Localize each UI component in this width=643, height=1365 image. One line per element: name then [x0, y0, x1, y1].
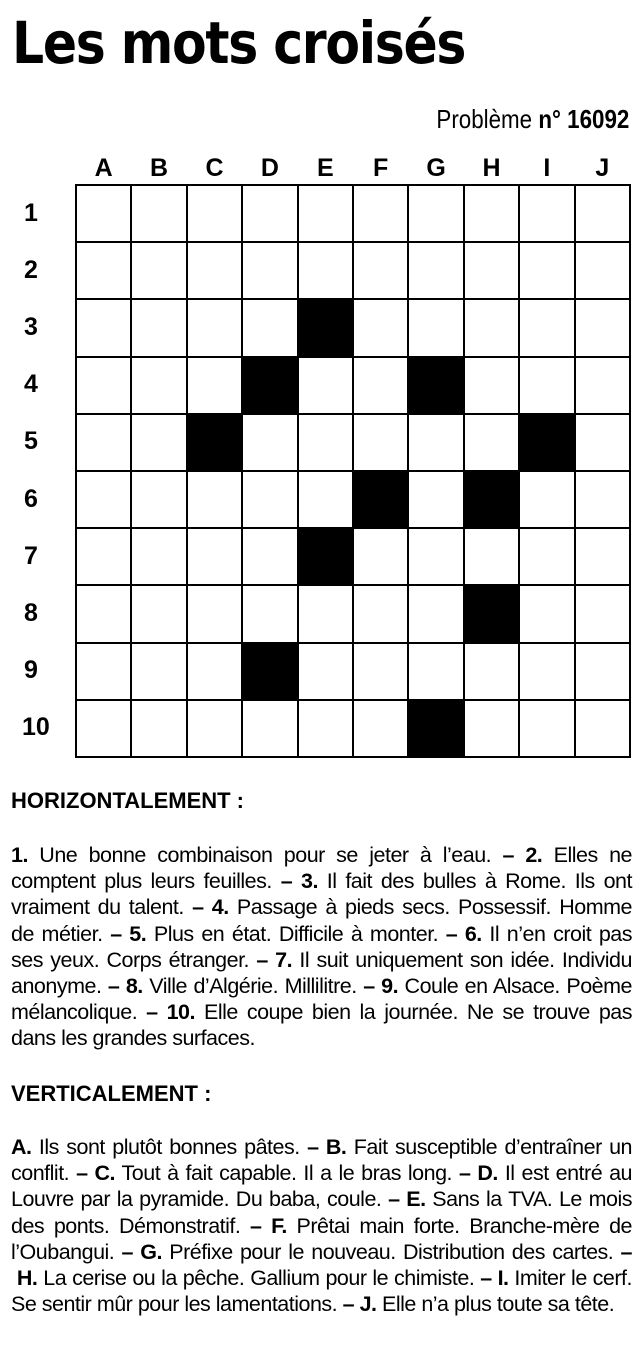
vertical-clue-number: A. — [11, 1135, 32, 1159]
horizontal-clue-number: – 4. — [192, 895, 229, 920]
column-header-f: F — [373, 154, 389, 182]
grid-cell-g3[interactable] — [409, 300, 462, 355]
grid-cell-i2[interactable] — [520, 243, 573, 298]
horizontal-clue-5 — [110, 922, 446, 946]
grid-cell-d5[interactable] — [243, 415, 296, 470]
grid-cell-b2[interactable] — [132, 243, 185, 298]
grid-cell-c3[interactable] — [188, 300, 241, 355]
grid-cell-e9[interactable] — [299, 644, 352, 699]
grid-cell-j3[interactable] — [576, 300, 629, 355]
grid-cell-f1[interactable] — [354, 186, 407, 241]
horizontal-clue-number: – 3. — [280, 869, 318, 894]
column-header-d: D — [260, 154, 279, 182]
grid-cell-e2[interactable] — [299, 243, 352, 298]
grid-cell-f2[interactable] — [354, 243, 407, 298]
grid-cell-i4[interactable] — [520, 358, 573, 413]
grid-cell-e8[interactable] — [299, 586, 352, 641]
vertical-clue-3 — [76, 1161, 459, 1185]
grid-cell-c8[interactable] — [188, 586, 241, 641]
grid-cell-e4[interactable] — [299, 358, 352, 413]
grid-cell-h10[interactable] — [465, 701, 518, 756]
grid-cell-i1[interactable] — [520, 186, 573, 241]
grid-cell-a8[interactable] — [77, 586, 130, 641]
row-header-10: 10 — [22, 713, 50, 742]
grid-cell-a4[interactable] — [77, 358, 130, 413]
vertical-clue-text: Prêtai main forte. Branche-mère de l’Oubangui. — [11, 1213, 633, 1264]
vertical-clue-number: – H. — [11, 1239, 632, 1291]
grid-cell-j1[interactable] — [576, 186, 629, 241]
horizontal-clue-text: Passage à pieds secs. Possessif. Homme de métier. — [11, 895, 632, 946]
grid-cell-a2[interactable] — [77, 243, 130, 298]
grid-cell-d1[interactable] — [243, 186, 296, 241]
column-header-g: G — [426, 154, 446, 182]
black-cell-i5 — [520, 415, 573, 470]
vertical-clue-1 — [11, 1135, 307, 1159]
horizontal-clue-text: Elle coupe bien la journée. Ne se trouve pas dans les grandes surfaces. — [11, 1000, 632, 1051]
grid-cell-j4[interactable] — [576, 358, 629, 413]
black-cell-g10 — [409, 701, 462, 756]
vertical-clue-text: Tout à fait capable. Il a le bras long. — [115, 1161, 459, 1186]
column-header-h: H — [482, 154, 501, 182]
row-header-5: 5 — [24, 427, 38, 456]
grid-cell-b7[interactable] — [132, 529, 185, 584]
horizontal-clue-number: – 10. — [146, 1000, 195, 1025]
grid-cell-h5[interactable] — [465, 415, 518, 470]
vertical-clue-text: Imiter le cerf. Se sentir mûr pour les lamentations. — [11, 1266, 632, 1317]
grid-cell-e10[interactable] — [299, 701, 352, 756]
grid-cell-c9[interactable] — [188, 644, 241, 699]
grid-cell-j9[interactable] — [576, 644, 629, 699]
horizontal-clue-8 — [108, 974, 363, 998]
grid-cell-a9[interactable] — [77, 644, 130, 699]
grid-cell-f9[interactable] — [354, 644, 407, 699]
grid-cell-g6[interactable] — [409, 472, 462, 527]
grid-cell-e6[interactable] — [299, 472, 352, 527]
grid-cell-g2[interactable] — [409, 243, 462, 298]
horizontal-clue-text: Elles ne comptent plus leurs feuilles. — [11, 843, 632, 894]
vertical-clue-number: – E. — [388, 1187, 426, 1212]
grid-cell-f7[interactable] — [354, 529, 407, 584]
horizontal-clue-number: – 9. — [363, 974, 399, 999]
horizontal-clue-number: – 6. — [445, 921, 482, 946]
grid-cell-c7[interactable] — [188, 529, 241, 584]
grid-cell-b6[interactable] — [132, 472, 185, 527]
black-cell-f6 — [354, 472, 407, 527]
grid-cell-f4[interactable] — [354, 358, 407, 413]
row-header-1: 1 — [24, 198, 38, 227]
grid-cell-j7[interactable] — [576, 529, 629, 584]
grid-cell-b4[interactable] — [132, 358, 185, 413]
grid-cell-h3[interactable] — [465, 300, 518, 355]
grid-cell-i6[interactable] — [520, 472, 573, 527]
horizontal-clue-text: Il suit uniquement son idée. Individu anonyme. — [11, 947, 632, 999]
vertical-clue-text: Ils sont plutôt bonnes pâtes. — [31, 1135, 308, 1159]
horizontal-clue-number: – 7. — [256, 947, 293, 972]
grid-cell-d10[interactable] — [243, 701, 296, 756]
grid-cell-e1[interactable] — [299, 186, 352, 241]
problem-number-value: 16092 — [566, 104, 629, 134]
grid-cell-d6[interactable] — [243, 472, 296, 527]
vertical-clue-number: – F. — [250, 1213, 287, 1238]
row-header-8: 8 — [24, 599, 38, 627]
grid-cell-f10[interactable] — [354, 701, 407, 756]
column-header-i: I — [543, 154, 551, 182]
grid-cell-a6[interactable] — [77, 472, 130, 527]
grid-cell-i3[interactable] — [520, 300, 573, 355]
grid-cell-c2[interactable] — [188, 243, 241, 298]
grid-cell-b5[interactable] — [132, 415, 185, 470]
column-header-c: C — [205, 154, 224, 182]
row-header-9: 9 — [24, 656, 38, 685]
row-header-7: 7 — [24, 541, 38, 570]
problem-number-prefix: n° — [537, 104, 561, 134]
grid-cell-a5[interactable] — [77, 415, 130, 470]
vertical-clue-text: Préfixe pour le nouveau. Distribution des cartes. — [161, 1239, 621, 1264]
vertical-clue-number: – D. — [458, 1161, 498, 1186]
black-cell-g4 — [409, 358, 462, 413]
problem-number — [436, 106, 629, 132]
row-header-3: 3 — [24, 313, 38, 341]
vertical-clue-text: Il est entré au Louvre par la pyramide. Du baba, coule. — [11, 1161, 633, 1212]
column-header-a: A — [94, 154, 113, 182]
vertical-clue-number: – G. — [121, 1239, 162, 1264]
column-header-j: J — [595, 154, 610, 182]
row-header-2: 2 — [24, 255, 38, 284]
horizontal-clue-text: Il n’en croit pas ses yeux. Corps étranger. — [11, 921, 632, 972]
row-header-6: 6 — [24, 484, 38, 513]
problem-label: Problème — [436, 104, 532, 134]
grid-cell-f8[interactable] — [354, 586, 407, 641]
grid-cell-f3[interactable] — [354, 300, 407, 355]
grid-cell-b9[interactable] — [132, 644, 185, 699]
grid-cell-g9[interactable] — [409, 644, 462, 699]
column-header-e: E — [316, 154, 334, 182]
grid-cell-i10[interactable] — [520, 701, 573, 756]
horizontal-clue-text: Il fait des bulles à Rome. Ils ont vraiment du talent. — [11, 869, 632, 920]
horizontal-clue-text: Une bonne combinaison pour se jeter à l’eau. — [27, 843, 503, 867]
grid-cell-e5[interactable] — [299, 415, 352, 470]
grid-cell-d3[interactable] — [243, 300, 296, 355]
grid-cell-h1[interactable] — [465, 186, 518, 241]
vertical-clue-text: Elle n’a plus toute sa tête. — [376, 1292, 615, 1317]
horizontal-clue-number: – 8. — [107, 974, 143, 999]
black-cell-h8 — [465, 586, 518, 641]
vertical-clue-text: Fait susceptible d’entraîner un conflit. — [11, 1135, 633, 1186]
row-header-4: 4 — [24, 370, 38, 399]
column-header-b: B — [150, 154, 169, 182]
grid-cell-j8[interactable] — [576, 586, 629, 641]
vertical-clue-number: – I. — [480, 1266, 509, 1291]
grid-cell-g1[interactable] — [409, 186, 462, 241]
crossword-grid[interactable] — [75, 184, 631, 758]
grid-cell-d8[interactable] — [243, 586, 296, 641]
horizontal-clue-number: – 5. — [110, 921, 147, 946]
grid-cell-j5[interactable] — [576, 415, 629, 470]
vertical-clue-number: – J. — [342, 1292, 377, 1317]
grid-cell-a10[interactable] — [77, 701, 130, 756]
horizontal-heading: HORIZONTALEMENT : — [11, 788, 245, 813]
grid-cell-g7[interactable] — [409, 529, 462, 584]
horizontal-clue-1 — [11, 843, 503, 867]
grid-cell-c4[interactable] — [188, 358, 241, 413]
grid-cell-b8[interactable] — [132, 586, 185, 641]
grid-cell-b1[interactable] — [132, 186, 185, 241]
vertical-clue-text: La cerise ou la pêche. Gallium pour le chimiste. — [37, 1266, 481, 1291]
black-cell-e7 — [299, 529, 352, 584]
grid-cell-h4[interactable] — [465, 358, 518, 413]
grid-cell-g8[interactable] — [409, 586, 462, 641]
horizontal-clue-number: 1. — [11, 843, 28, 867]
grid-cell-j6[interactable] — [576, 472, 629, 527]
vertical-clue-text: Sans la TVA. Le mois des ponts. Démonstratif. — [11, 1187, 632, 1238]
horizontal-clue-text: Plus en état. Difficile à monter. — [146, 921, 446, 946]
grid-cell-d7[interactable] — [243, 529, 296, 584]
page-title: Les mots croisés — [12, 9, 466, 77]
vertical-clue-number: – C. — [76, 1161, 115, 1186]
grid-cell-h2[interactable] — [465, 243, 518, 298]
grid-cell-b10[interactable] — [132, 701, 185, 756]
grid-cell-a3[interactable] — [77, 300, 130, 355]
grid-cell-h9[interactable] — [465, 644, 518, 699]
grid-cell-h7[interactable] — [465, 529, 518, 584]
horizontal-clues — [11, 842, 632, 1052]
grid-cell-i8[interactable] — [520, 586, 573, 641]
grid-cell-c10[interactable] — [188, 701, 241, 756]
black-cell-e3 — [299, 300, 352, 355]
horizontal-clue-text: Ville d’Algérie. Millilitre. — [142, 974, 364, 999]
grid-cell-d2[interactable] — [243, 243, 296, 298]
vertical-clue-7 — [122, 1240, 621, 1264]
grid-cell-j2[interactable] — [576, 243, 629, 298]
grid-cell-a7[interactable] — [77, 529, 130, 584]
horizontal-clue-text: Coule en Alsace. Poème mélancolique. — [11, 974, 632, 1025]
grid-cell-i9[interactable] — [520, 644, 573, 699]
grid-cell-g5[interactable] — [409, 415, 462, 470]
grid-cell-f5[interactable] — [354, 415, 407, 470]
grid-cell-c6[interactable] — [188, 472, 241, 527]
black-cell-d9 — [243, 644, 296, 699]
black-cell-d4 — [243, 358, 296, 413]
vertical-clue-10 — [343, 1292, 615, 1316]
vertical-clue-number: – B. — [307, 1135, 347, 1159]
grid-cell-b3[interactable] — [132, 300, 185, 355]
grid-cell-a1[interactable] — [77, 186, 130, 241]
horizontal-clue-number: – 2. — [502, 843, 543, 867]
grid-cell-j10[interactable] — [576, 701, 629, 756]
grid-cell-c1[interactable] — [188, 186, 241, 241]
grid-cell-i7[interactable] — [520, 529, 573, 584]
vertical-clues — [11, 1134, 632, 1317]
black-cell-c5 — [188, 415, 241, 470]
black-cell-h6 — [465, 472, 518, 527]
vertical-heading: VERTICALEMENT : — [11, 1081, 212, 1106]
